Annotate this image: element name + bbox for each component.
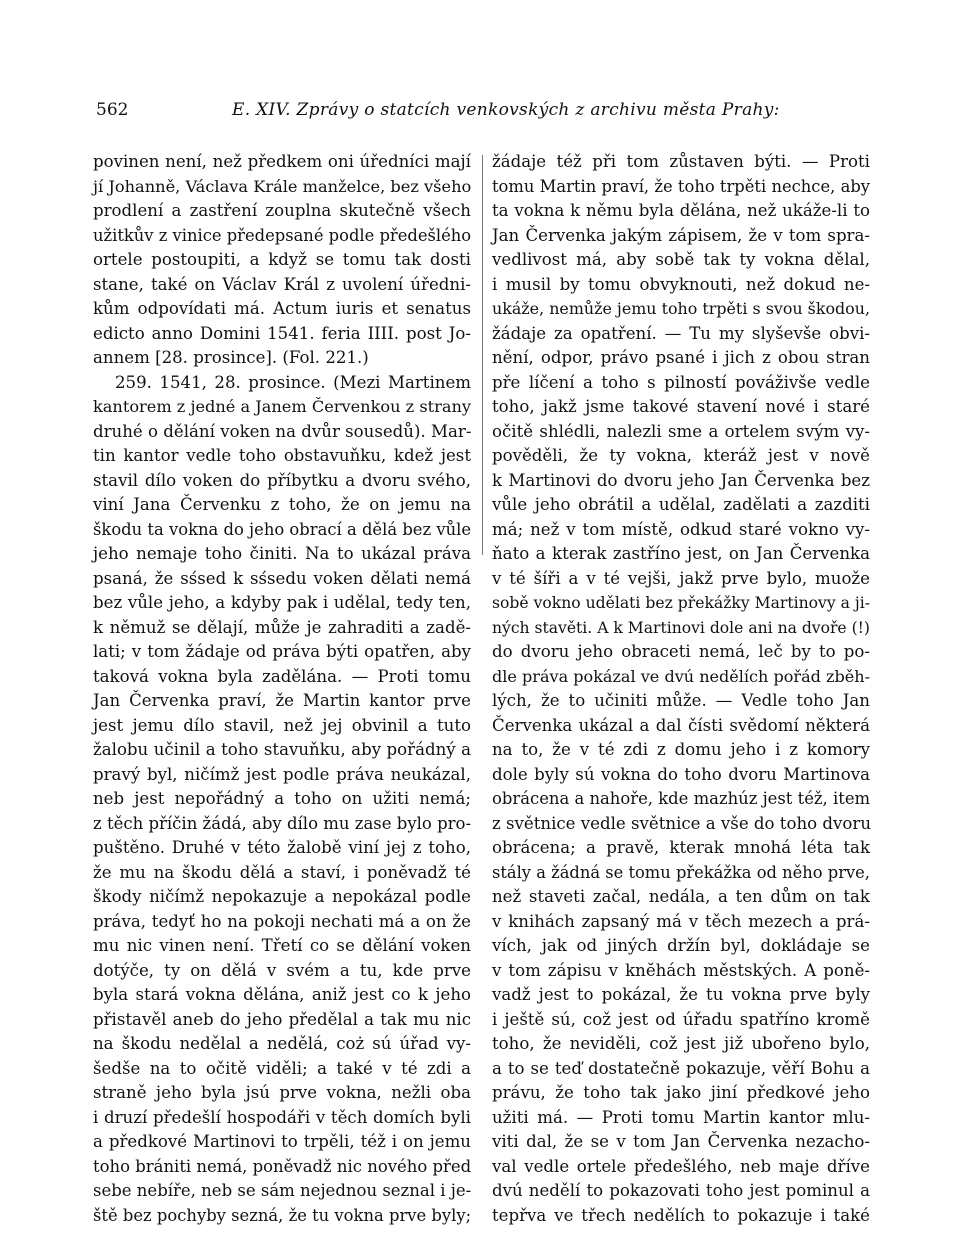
text-line: dvú nedělí to pokazovati toho jest pominul a	[492, 1181, 870, 1200]
left-column	[93, 150, 471, 1228]
text-line: než staveti začal, nedála, a ten dům on tak	[492, 887, 870, 906]
text-line: dole byly sú vokna do toho dvoru Martinova	[492, 764, 870, 784]
text-line: žádaje též při tom zůstaven býti. — Proti	[492, 152, 870, 171]
text-line: a to se teď dostatečně pokazuje, věří Bohu a	[492, 1058, 870, 1078]
text-line: kům odpovídati má. Actum iuris et senatus	[93, 299, 471, 318]
text-line: vůle jeho obrátil a udělal, zadělati a zazditi	[492, 495, 870, 514]
text-line: taková vokna byla zadělána. — Proti tomu	[93, 666, 471, 686]
text-line: druhé o dělání voken na dvůr sousedů). Mar-	[93, 421, 472, 441]
text-line: k němuž se dělají, může je zahraditi a zadě-	[93, 617, 471, 637]
text-line: annem [28. prosince]. (Fol. 221.)	[93, 348, 369, 367]
text-line: na škodu nedělal a nedělá, coż sú úřad vy-	[93, 1034, 471, 1053]
text-line: ňato a kterak zastříno jest, on Jan Červenka	[492, 544, 870, 563]
text-line: do dvoru jeho obraceti nemá, leč by to po-	[492, 642, 870, 661]
text-line: v knihách zapsaný má v těch mezech a prá-	[492, 911, 870, 931]
text-line: jí Johanně, Václava Krále manželce, bez všeho	[93, 176, 472, 196]
text-line: stály a žádná se tomu překážka od něho prve,	[492, 862, 870, 882]
text-line: sobě vokno udělati bez překážky Martinovy a ji-	[492, 594, 870, 612]
text-line: prodlení a zastření zouplna skutečně všech	[93, 201, 471, 220]
text-line: má; než v tom místě, odkud staré vokno vy-	[492, 519, 870, 539]
right-column	[492, 150, 870, 1228]
text-line: v té šíři a v té vejši, jakž prve bylo, muože	[492, 568, 870, 588]
text-line: 259. 1541, 28. prosince. (Mezi Martinem	[115, 372, 471, 392]
page-header	[96, 100, 876, 130]
text-line: bez vůle jeho, a kdyby pak i udělal, tedy ten,	[93, 593, 471, 612]
text-line: ště bez pochyby sezná, že tu vokna prve byly;	[93, 1205, 472, 1225]
text-line: toho, jakž jsme takové stavení nové i staré	[492, 397, 870, 416]
text-line: straně jeho byla jsú prve vokna, nežli oba	[93, 1083, 471, 1102]
text-line: očitě shlédli, nalezli sme a ortelem svým vy-	[492, 421, 870, 441]
text-line: škody ničímž nepokazuje a nepokázal podle	[93, 887, 471, 906]
text-line: užiti má. — Proti tomu Martin kantor mlu-	[492, 1107, 870, 1127]
text-line: obrácena; a pravě, kterak mnohá léta tak	[492, 838, 870, 857]
text-line: lati; v tom žádaje od práva býti opatřen, aby	[93, 642, 471, 661]
text-line: ortele postoupiti, a když se tomu tak dosti	[93, 250, 471, 269]
text-line: viní Jana Červenku z toho, že on jemu na	[93, 495, 471, 514]
text-line: ta vokna k němu byla dělána, než ukáže-li to	[492, 201, 870, 220]
text-line: žalobu učinil a toho stavuňku, aby pořádný a	[93, 740, 471, 759]
text-line: stavil dílo voken do příbytku a dvoru svého,	[93, 470, 471, 490]
text-line: pře líčení a toho s pilností pováživše vedle	[492, 372, 870, 392]
text-line: i musil by tomu obvyknouti, než dokud ne-	[492, 274, 870, 294]
text-line: i ještě sú, což jest od úřadu spatříno kromě	[492, 1009, 870, 1029]
text-line: povinen není, než předkem oni úředníci mají	[93, 152, 471, 171]
text-line: vích, jak od jiných držín byl, dokládaje se	[492, 936, 870, 955]
text-line: lých, že to učiniti může. — Vedle toho Jan	[492, 691, 870, 710]
text-line: Jan Červenka praví, že Martin kantor prve	[93, 691, 471, 710]
text-line: tepřva ve třech nedělích to pokazuje i také	[492, 1205, 870, 1225]
text-line: a předkové Martinovi to trpěli, též i on jemu	[93, 1132, 471, 1151]
page-number: 562	[96, 100, 129, 120]
text-line: jeho nemaje toho činiti. Na to ukázal práva	[93, 544, 471, 563]
text-line: v tom zápisu v knĕhách městských. A poně-	[492, 960, 870, 980]
text-line: užitkův z vinice předepsané podle předešlého	[93, 225, 472, 245]
text-line: žádaje za opatření. — Tu my slyševše obvi-	[492, 323, 870, 343]
text-line: z těch příčin žádá, aby dílo mu zase bylo pro-	[93, 813, 472, 833]
text-line: viti dal, že se v tom Jan Červenka nezacho-	[492, 1132, 870, 1151]
text-line: mu nic vinen není. Třetí co se dělání voken	[93, 936, 471, 955]
text-line: přistavěl aneb do jeho předělal a tak mu nic	[93, 1009, 471, 1029]
text-line: ných stavěti. A k Martinovi dole ani na dvoře (!)	[492, 618, 870, 637]
text-line: edicto anno Domini 1541. feria IIII. post Jo-	[93, 323, 471, 343]
text-line: Jan Červenka jakým zápisem, že v tom spra-	[492, 225, 870, 245]
text-line: vadž jest to pokázal, že tu vokna prve byly	[492, 985, 870, 1004]
text-line: jest jemu dílo stavil, než jej obvinil a tuto	[93, 715, 471, 735]
text-line: dotýče, ty on dělá v svém a tu, kde prve	[93, 960, 471, 980]
text-line: puštěno. Druhé v této žalobě viní jej z toho,	[93, 838, 471, 857]
text-line: vedlivost má, aby sobě tak ty vokna dělal,	[492, 250, 870, 269]
column-divider	[482, 155, 483, 555]
text-line: val vedle ortele předešlého, neb maje dříve	[492, 1156, 870, 1176]
text-line: i druzí předešlí hospodáři v těch domích byli	[93, 1107, 471, 1127]
running-title: E. XIV. Zprávy o statcích venkovských z archivu města Prahy:	[232, 100, 780, 120]
text-line: škodu ta vokna do jeho obrací a dělá bez vůle	[93, 519, 472, 539]
text-line: toho brániti nemá, poněvadž nic nového před	[93, 1156, 472, 1176]
text-line: na to, že v té zdi z domu jeho i z komory	[492, 740, 870, 759]
text-line: byla stará vokna dělána, aniž jest co k jeho	[93, 985, 471, 1004]
text-line: psaná, že sśsed k sśsedu voken dělati nemá	[93, 568, 471, 588]
text-line: toho, že neviděli, což jest již ubořeno bylo,	[492, 1034, 870, 1053]
text-line: nění, odpor, právo psané i jich z obou stran	[492, 348, 870, 367]
text-line: pověděli, že ty vokna, kteráž jest v nově	[492, 446, 870, 465]
text-line: neb jest nepořádný a toho on užiti nemá;	[93, 789, 471, 808]
text-line: tomu Martin praví, že toho trpěti nechce, aby	[492, 176, 870, 196]
text-line: sebe nebíře, neb se sám nejednou seznal i je-	[93, 1181, 472, 1200]
text-line: kantorem z jedné a Janem Červenkou z strany	[93, 397, 471, 416]
text-line: právu, že toho tak jako jiní předkové jeho	[492, 1083, 870, 1102]
text-line: k Martinovi do dvoru jeho Jan Červenka bez	[492, 470, 870, 490]
text-line: šedše na to očitě viděli; a také v té zdi a	[93, 1058, 471, 1078]
text-line: že mu na škodu dělá a staví, i poněvadž té	[93, 862, 471, 882]
text-line: pravý byl, ničímž jest podle práva neukázal,	[93, 764, 471, 784]
text-line: ukáže, nemůže jemu toho trpěti s svou škodou,	[492, 299, 870, 318]
text-line: obrácena a nahoře, kde mazhúz jest též, item	[492, 789, 871, 808]
text-line: práva, tedyť ho na pokoji nechati má a on že	[93, 911, 471, 931]
text-line: dle práva pokázal ve dvú nedělích pořád zběh-	[492, 666, 870, 686]
text-line: tin kantor vedle toho obstavuňku, kdež jest	[93, 446, 471, 465]
text-line: Červenka ukázal a dal čísti svědomí některá	[492, 715, 870, 735]
text-line: stane, také on Václav Král z uvolení úředni-	[93, 274, 471, 294]
text-line: z světnice vedle světnice a vše do toho dvoru	[492, 813, 872, 833]
